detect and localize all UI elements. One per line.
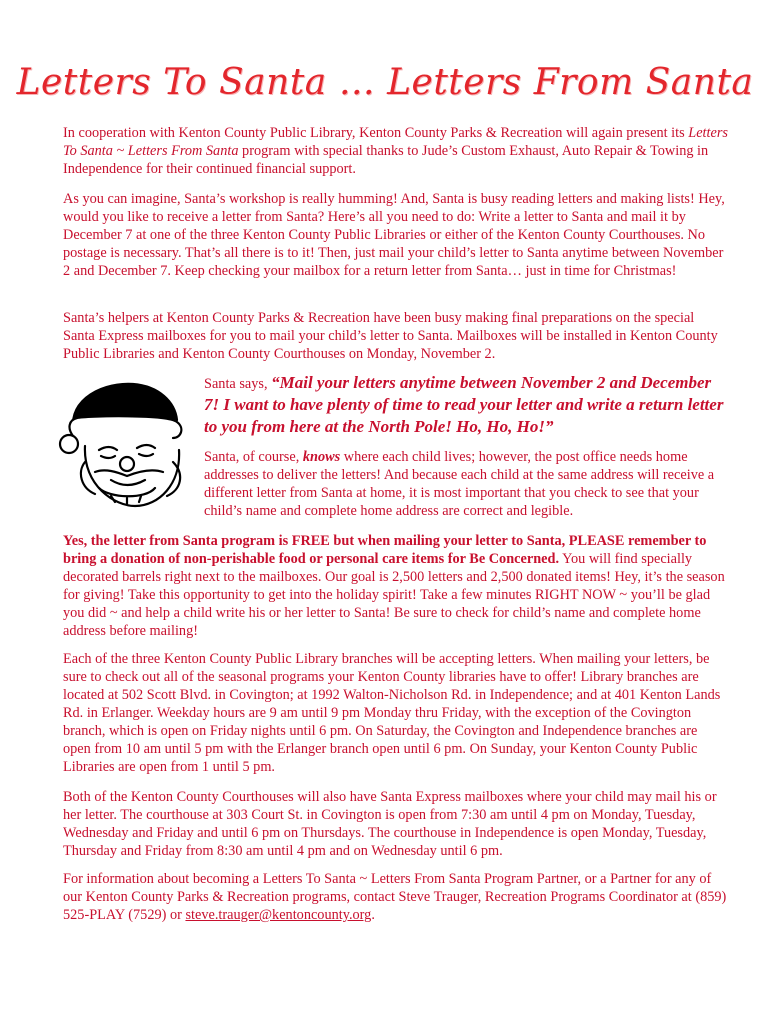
address-text: Santa, of course, [204,449,303,465]
donation-text: You will find specially decorated barrels right next to the mailboxes. Our goal is 2,500 letters and 2,500 donated items! Hey, it’s the season for giving! Take this opportunity to get into the holiday spirit! Take a few minutes RIGHT NOW ~ you’ll be glad you did ~ and help a child write his or her letter to Santa! Be sure to check for child’s name and complete home address before mailing! [63,551,725,639]
library-paragraph: Each of the three Kenton County Public Library branches will be accepting letters. When mailing your letters, be sure to check out all of the seasonal programs your Kenton County libraries have to offer! Library branches are located at 502 Scott Blvd. in Covington; at 1992 Walton-Nicholson Rd. in Independence; and at 401 Kenton Lands Rd. in Erlanger. Weekday hours are 9 am until 9 pm Monday thru Friday, with the exception of the Covington branch, which is open on Friday nights until 6 pm. On Saturday, the Covington and Independence branches are open from 10 am until 5 pm with the Erlanger branch open until 6 pm. On Sunday, your Kenton County Public Libraries are open from 1 until 5 pm. [63,651,721,775]
donation-bold-text: Yes, the letter from Santa program is FREE but when mailing your letter to Santa, PLEASE remember to bring a donation of non-perishable food or personal care items for Be Concerned. [63,533,707,567]
quote-intro: Santa says, [204,376,272,392]
intro-text: In cooperation with Kenton County Public Library, Kenton County Parks & Recreation will again present its [63,125,689,141]
santa-quote [204,372,724,438]
contact-text: For information about becoming a Letters To Santa ~ Letters From Santa Program Partner, or a Partner for any of our Kenton County Parks & Recreation programs, contact Steve Trauger, Recreation Programs Coordinator at (859) 525-PLAY (7529) or [63,871,727,923]
address-paragraph [204,448,724,520]
intro-text-end: program with special thanks to Jude’s Custom Exhaust, Auto Repair & Towing in Independence for their continued financial support. [63,143,709,177]
mailboxes-paragraph: Santa’s helpers at Kenton County Parks & Recreation have been busy making final preparations on the special Santa Express mailboxes for you to mail your child’s letter to Santa. Mailboxes will be installed in Kenton County Public Libraries and Kenton County Courthouses on Monday, November 2. [63,310,718,362]
contact-text-end: . [371,907,375,923]
santa-face-icon [55,376,195,511]
intro-paragraph [63,124,728,178]
courthouse-paragraph: Both of the Kenton County Courthouses will also have Santa Express mailboxes where your child may mail his or her letter. The courthouse at 303 Court St. in Covington is open from 7:30 am until 4 pm on Monday, Tuesday, Wednesday and Friday and until 6 pm on Thursdays. The courthouse in Independence is open Monday, Tuesday, Thursday and Friday from 8:30 am until 4 pm and on Wednesday until 6 pm. [63,789,717,859]
knows-emphasis: knows [302,449,341,465]
instructions-paragraph: As you can imagine, Santa’s workshop is really humming! And, Santa is busy reading letters and making lists! Hey, would you like to receive a letter from Santa? Here’s all you need to do: Write a letter to Santa and mail it by December 7 at one of the three Kenton County Public Libraries or either of the Kenton County Courthouses. No postage is necessary. That’s all there is to it! Then, just mail your child’s letter to Santa anytime between November 2 and December 7. Keep checking your mailbox for a return letter from Santa… just in time for Christmas! [63,191,725,279]
quote-text: “Mail your letters anytime between November 2 and December 7! I want to have plenty of time to read your letter and write a return letter to you from here at the North Pole! Ho, Ho, Ho!” [204,373,724,436]
page-title: Letters To Santa … Letters From Santa [16,62,754,103]
address-text-end: where each child lives; however, the post office needs home addresses to deliver the letters! And because each child at the same address will receive a different letter from Santa at home, it is most important that you check to see that your child’s name and complete home address are correct and legible. [204,449,715,519]
contact-paragraph [63,870,728,924]
donation-paragraph [63,532,728,640]
program-name: Letters To Santa ~ Letters From Santa [63,125,728,159]
email-link[interactable]: steve.trauger@kentoncounty.org [185,907,372,923]
